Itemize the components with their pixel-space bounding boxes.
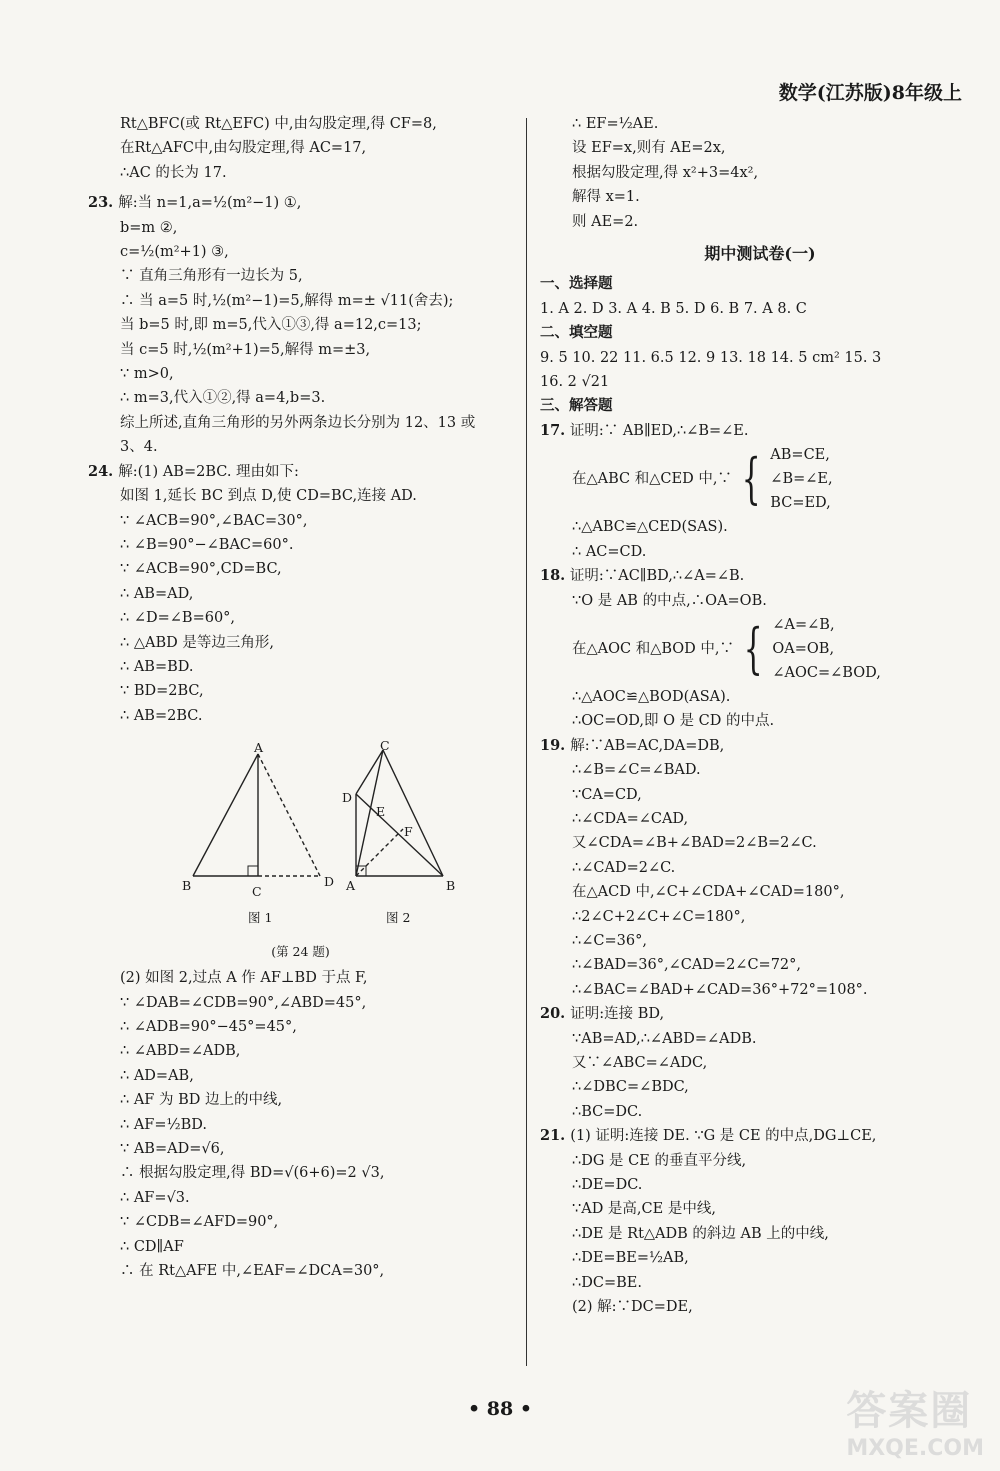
left-line <box>88 362 513 386</box>
q21-line <box>540 1149 980 1173</box>
q18-line-4: ∴OC=OD,即 O 是 CD 的中点. <box>572 713 775 730</box>
fig1-label: 图 1 <box>248 910 273 926</box>
q18-line-2: ∵O 是 AB 的中点,∴OA=OB. <box>572 592 767 609</box>
left2-text: ∵ ∠CDB=∠AFD=90°, <box>120 1214 279 1231</box>
q19-text: ∴∠CDA=∠CAD, <box>572 810 689 827</box>
q20-text: ∵AB=AD,∴∠ABD=∠ADB. <box>572 1030 757 1047</box>
left-line <box>88 435 513 459</box>
q21-line <box>540 1295 980 1319</box>
q19-text: ∴∠CAD=2∠C. <box>572 859 676 876</box>
q21-line <box>540 1222 980 1246</box>
fig2-point-a: A <box>346 878 356 894</box>
left-column <box>88 112 513 1283</box>
left2-text: ∴ AF=√3. <box>120 1189 190 1206</box>
left-text: ∴AC 的长为 17. <box>120 164 227 181</box>
q20-line <box>540 1075 980 1099</box>
left2-line <box>88 1210 513 1234</box>
page-number: • 88 • <box>468 1398 532 1420</box>
fig1-point-a: A <box>254 740 264 756</box>
fig2-point-b: B <box>446 878 456 894</box>
left-text: ∴ m=3,代入①②,得 a=4,b=3. <box>120 390 326 407</box>
q19-text: 解:∵AB=AC,DA=DB, <box>570 737 725 754</box>
left-text: 当 c=5 时,½(m²+1)=5,解得 m=±3, <box>120 341 371 358</box>
left2-line <box>88 1161 513 1185</box>
q18-number: 18. <box>540 567 566 585</box>
q19-line <box>540 953 980 977</box>
left2-text: ∴ AF=½BD. <box>120 1116 207 1133</box>
left-text: ∵ m>0, <box>120 366 174 383</box>
q20-text: 证明:连接 BD, <box>570 1006 665 1023</box>
left-line <box>88 112 513 136</box>
left-line <box>88 509 513 533</box>
left2-text: ∴ 在 Rt△AFE 中,∠EAF=∠DCA=30°, <box>120 1263 385 1280</box>
q17-brace-group <box>540 443 980 515</box>
right-top-line: 根据勾股定理,得 x²+3=4x², <box>572 164 759 181</box>
left-text: ∴ △ABD 是等边三角形, <box>120 634 274 651</box>
brace-icon: { <box>741 447 761 511</box>
q19-text: ∴2∠C+2∠C+∠C=180°, <box>572 908 746 925</box>
left2-line <box>88 1088 513 1112</box>
left-line <box>88 191 513 215</box>
fig1-point-d: D <box>324 874 335 890</box>
q21-line <box>540 1271 980 1295</box>
q20-block <box>540 1002 980 1124</box>
q18-line-1 <box>540 564 980 588</box>
left-line <box>88 679 513 703</box>
q18-cond-2: OA=OB, <box>772 640 835 657</box>
q17-line-2: ∴△ABC≌△CED(SAS). <box>572 519 728 536</box>
q19-line <box>540 929 980 953</box>
question-number: 23. <box>88 194 119 212</box>
q20-line <box>540 1002 980 1026</box>
watermark <box>846 1379 984 1461</box>
q17-text-1: 证明:∵ AB∥ED,∴∠B=∠E. <box>569 422 749 439</box>
left2-line <box>88 1186 513 1210</box>
left2-text: ∵ AB=AD=√6, <box>120 1141 225 1157</box>
left-text: ∵ ∠ACB=90°,∠BAC=30°, <box>120 512 308 529</box>
q17-cond-2: ∠B=∠E, <box>770 471 833 488</box>
choice-answers: 1. A 2. D 3. A 4. B 5. D 6. B 7. A 8. C <box>540 300 807 317</box>
q19-text: ∵CA=CD, <box>572 786 642 803</box>
q18-text-1: 证明:∵AC∥BD,∴∠A=∠B. <box>569 568 745 585</box>
left-line <box>88 460 513 484</box>
q21-text: ∴DE 是 Rt△ADB 的斜边 AB 上的中线, <box>572 1225 829 1242</box>
fig2-point-f: F <box>404 824 413 840</box>
left2-line <box>88 1113 513 1137</box>
left-text: 解:当 n=1,a=½(m²−1) ①, <box>118 195 302 212</box>
left-text: 综上所述,直角三角形的另外两条边长分别为 12、13 或 <box>120 414 476 431</box>
q21-line <box>540 1246 980 1270</box>
q19-line <box>540 783 980 807</box>
q19-line <box>540 880 980 904</box>
right-top-lines <box>540 112 980 234</box>
q19-block <box>540 734 980 1002</box>
q17-cond-1: AB=CE, <box>770 447 830 464</box>
right-column <box>540 112 980 1319</box>
q20-line <box>540 1051 980 1075</box>
left-text: 如图 1,延长 BC 到点 D,使 CD=BC,连接 AD. <box>120 488 417 505</box>
q19-line <box>540 905 980 929</box>
q17-brace-prefix: 在△ABC 和△CED 中,∵ <box>572 471 732 488</box>
q20-line <box>540 1100 980 1124</box>
exam-title: 期中测试卷(一) <box>704 244 816 264</box>
q19-text: 又∠CDA=∠B+∠BAD=2∠B=2∠C. <box>572 835 817 852</box>
left2-line <box>88 966 513 990</box>
left-text: ∴ AB=BD. <box>120 658 194 675</box>
brace-icon: { <box>743 616 763 680</box>
q21-line <box>540 1173 980 1197</box>
left-text: 当 b=5 时,即 m=5,代入①③,得 a=12,c=13; <box>120 317 422 334</box>
left-line <box>88 136 513 160</box>
left-line <box>88 582 513 606</box>
q21-line <box>540 1124 980 1148</box>
left2-line <box>88 1235 513 1259</box>
right-top-line: 则 AE=2. <box>572 213 639 230</box>
left2-line <box>88 1137 513 1161</box>
q19-text: ∴∠BAD=36°,∠CAD=2∠C=72°, <box>572 957 802 974</box>
q19-line <box>540 734 980 758</box>
q21-text: ∴DC=BE. <box>572 1274 642 1291</box>
left2-text: ∴ AD=AB, <box>120 1067 194 1084</box>
left-text: ∵ BD=2BC, <box>120 683 204 700</box>
figure-24 <box>88 734 513 964</box>
q19-text: 在△ACD 中,∠C+∠CDA+∠CAD=180°, <box>572 884 845 901</box>
q17-cond-3: BC=ED, <box>770 495 831 512</box>
left-answer-lines <box>88 112 513 728</box>
left-line <box>88 631 513 655</box>
left2-line <box>88 1259 513 1283</box>
left2-text: ∴ 根据勾股定理,得 BD=√(6+6)=2 √3, <box>120 1165 385 1182</box>
left2-line <box>88 1039 513 1063</box>
left-text: b=m ②, <box>120 219 178 236</box>
q21-text: ∵AD 是高,CE 是中线, <box>572 1201 716 1218</box>
left-line <box>88 557 513 581</box>
left-line <box>88 161 513 185</box>
left-text: ∵ 直角三角形有一边长为 5, <box>120 268 303 285</box>
left2-text: ∴ CD∥AF <box>120 1238 184 1255</box>
q21-block <box>540 1124 980 1319</box>
page-header-title: 数学(江苏版)8年级上 <box>778 82 962 104</box>
left-text: ∴ AB=AD, <box>120 585 194 602</box>
q18-cond-3: ∠AOC=∠BOD, <box>772 664 881 681</box>
left-text: ∴ ∠B=90°−∠BAC=60°. <box>120 536 294 553</box>
q18-brace-prefix: 在△AOC 和△BOD 中,∵ <box>572 640 735 657</box>
right-top-line: 设 EF=x,则有 AE=2x, <box>572 140 726 157</box>
column-divider <box>526 118 527 1366</box>
left-text: 解:(1) AB=2BC. 理由如下: <box>118 463 299 480</box>
left-line <box>88 240 513 264</box>
left-line <box>88 484 513 508</box>
q17-number: 17. <box>540 421 566 439</box>
section-solve-title: 三、解答题 <box>540 397 613 415</box>
right-top-line: 解得 x=1. <box>572 189 640 206</box>
q18-cond-1: ∠A=∠B, <box>772 616 835 633</box>
q19-line <box>540 831 980 855</box>
q19-text: ∴∠C=36°, <box>572 932 647 949</box>
fill-answers: 9. 5 10. 22 11. 6.5 12. 9 13. 18 14. 5 cm² 15. 3 <box>540 349 882 366</box>
left2-line <box>88 1064 513 1088</box>
fig1-point-c: C <box>252 884 262 900</box>
q19-line <box>540 856 980 880</box>
q21-text: ∴DG 是 CE 的垂直平分线, <box>572 1152 747 1169</box>
figure-caption: (第 24 题) <box>271 944 330 960</box>
left-text: ∵ ∠ACB=90°,CD=BC, <box>120 561 282 578</box>
q17-line-3: ∴ AC=CD. <box>572 543 647 560</box>
left2-text: ∵ ∠DAB=∠CDB=90°,∠ABD=45°, <box>120 994 367 1011</box>
right-top-line: ∴ EF=½AE. <box>572 116 659 132</box>
q20-text: ∴∠DBC=∠BDC, <box>572 1079 689 1096</box>
left-text: c=½(m²+1) ③, <box>120 244 229 261</box>
fig1-point-b: B <box>182 878 192 894</box>
left2-text: ∴ ∠ADB=90°−45°=45°, <box>120 1018 297 1035</box>
q19-number: 19. <box>540 736 571 754</box>
fig2-label: 图 2 <box>386 910 411 926</box>
q19-line <box>540 807 980 831</box>
left-line <box>88 606 513 630</box>
left2-text: (2) 如图 2,过点 A 作 AF⊥BD 于点 F, <box>120 970 368 987</box>
left2-line <box>88 991 513 1015</box>
left-line <box>88 704 513 728</box>
left-line <box>88 533 513 557</box>
fig2-point-d: D <box>342 790 353 806</box>
q21-text: ∴DE=BE=½AB, <box>572 1250 689 1267</box>
left2-line <box>88 1015 513 1039</box>
q20-text: 又∵∠ABC=∠ADC, <box>572 1055 708 1071</box>
left-line <box>88 386 513 410</box>
left-answer-lines-2 <box>88 966 513 1283</box>
q17-line-1 <box>540 419 980 443</box>
q20-number: 20. <box>540 1005 571 1023</box>
fig2-point-c: C <box>380 738 390 754</box>
watermark-site: MXQE.COM <box>846 1436 984 1461</box>
q19-text: ∴∠B=∠C=∠BAD. <box>572 762 701 779</box>
watermark-logo-text: 答案圈 <box>846 1388 973 1434</box>
left-text: ∴ ∠D=∠B=60°, <box>120 610 236 627</box>
q18-line-3: ∴△AOC≌△BOD(ASA). <box>572 688 731 705</box>
q20-line <box>540 1027 980 1051</box>
left-line <box>88 338 513 362</box>
q19-line <box>540 758 980 782</box>
figure-24-diagram <box>88 734 513 934</box>
left2-text: ∴ AF 为 BD 边上的中线, <box>120 1092 283 1109</box>
left-text: 3、4. <box>120 439 158 456</box>
q19-line <box>540 978 980 1002</box>
q21-text: (1) 证明:连接 DE. ∵G 是 CE 的中点,DG⊥CE, <box>570 1128 877 1145</box>
left-text: Rt△BFC(或 Rt△EFC) 中,由勾股定理,得 CF=8, <box>120 116 437 132</box>
q21-line <box>540 1197 980 1221</box>
q19-text: ∴∠BAC=∠BAD+∠CAD=36°+72°=108°. <box>572 981 868 998</box>
left-text: 在Rt△AFC中,由勾股定理,得 AC=17, <box>120 140 367 157</box>
q21-text: ∴DE=DC. <box>572 1177 643 1194</box>
left-line <box>88 289 513 313</box>
left-line <box>88 655 513 679</box>
section-fill-title: 二、填空题 <box>540 324 613 342</box>
q20-text: ∴BC=DC. <box>572 1103 643 1120</box>
q21-number: 21. <box>540 1127 571 1145</box>
left-text: ∴ AB=2BC. <box>120 707 203 724</box>
section-choice-title: 一、选择题 <box>540 275 613 293</box>
left-text: ∴ 当 a=5 时,½(m²−1)=5,解得 m=± √11(舍去); <box>120 292 454 309</box>
left-line <box>88 411 513 435</box>
question-number: 24. <box>88 462 119 480</box>
left-line <box>88 216 513 240</box>
left-line <box>88 264 513 288</box>
q21-text: (2) 解:∵DC=DE, <box>572 1299 693 1316</box>
fig2-point-e: E <box>376 804 386 820</box>
left-line <box>88 313 513 337</box>
fill-answers-2: 16. 2 √21 <box>540 374 610 391</box>
left2-text: ∴ ∠ABD=∠ADB, <box>120 1043 241 1060</box>
q18-brace-group <box>540 613 980 685</box>
